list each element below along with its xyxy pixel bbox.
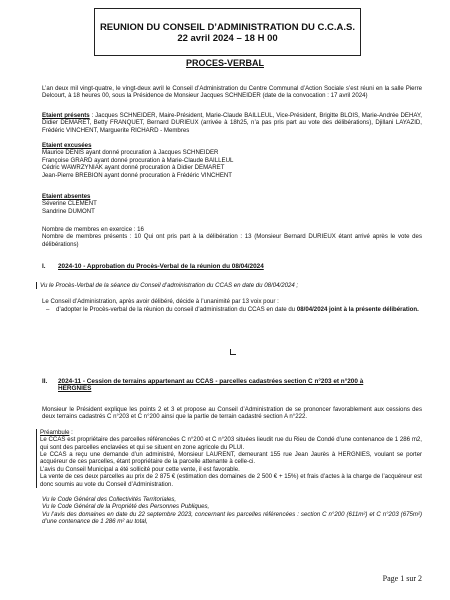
vu-line: Vu le Code Général de la Propriété des Personnes Publiques,	[42, 503, 210, 511]
section-2-intro: Monsieur le Président explique les points 2 et 3 et propose au Conseil d’Administration de se prononcer favorablement aux cessions des deux terrains cadastrés C n°203 et C n°200 ainsi que la partie de terrain cadastré section A n°222.	[42, 406, 422, 421]
section-1-number: I.	[42, 263, 46, 270]
absentes-label: Etaient absentes	[42, 193, 91, 200]
vu-line: Vu l’avis des domaines en date du 22 septembre 2023, concernant les parcelles référencées : section C n°200 (611m²) et C n°203 (675m²) d’une contenance de 1 286 m² au total,	[42, 510, 422, 526]
preambule-block: Préambule : Le CCAS est propriétaire des parcelles référencées C n°200 et C n°203 situées lieudit rue du Rieu de Condé d’une contenance de 1 286 m2, qui sont des parcelles enclavées et qui se situent en zone agricole du PLUI. Le CCAS a reçu une demande d’un administré, Monsieur LAURENT, demeurant 155 rue Jean Jaurès à HERGNIES, voulant se porter acquéreur de ces parcelles, étant propriétaire de la parcelle attenante à celle-ci. L’avis du Conseil Municipal a été sollicité pour cette vente, il est favorable. La vente de ces deux parcelles au prix de 2 875 € (estimation des domaines de 2 500 € + 15%) et frais d’actes à la charge de l’acquéreur est donc soumis au vote du Conseil d’Administration.	[36, 429, 422, 488]
excuse-line: Jean-Pierre BREBION ayant donné procuration à Frédéric VINCHENT	[42, 171, 233, 179]
meeting-date: 22 avril 2024 – 18 H 00	[177, 33, 278, 44]
intro-paragraph: L’an deux mil vingt-quatre, le vingt-deux avril le Conseil d’Administration du Centre Communal d’Action Sociale s’est réuni en la salle Pierre Delcourt, à 18 heures 00, sous la Présidence de Monsieur Jacques SCHNEIDER (date de la convocation : 17 avril 2024)	[42, 85, 422, 100]
section-1-title: 2024-10 - Approbation du Procès-Verbal de la réunion du 08/04/2024	[58, 263, 264, 270]
intro-block	[42, 85, 422, 100]
section-2-heading	[42, 378, 422, 393]
absentes-block	[42, 193, 422, 215]
preambule-label: Préambule	[40, 428, 70, 436]
corner-mark	[230, 349, 236, 355]
excuses-label: Etaient excusées	[42, 142, 92, 149]
section-1-bullet: – d’adopter le Procès-verbal de la réunion du conseil d’administration du CCAS en date du 08/04/2024 joint à la présente délibération.	[42, 306, 422, 313]
preambule-paragraph: Le CCAS a reçu une demande d’un administré, Monsieur LAURENT, demeurant 155 rue Jean Jaurès à HERGNIES, voulant se porter acquéreur de ces parcelles, étant propriétaire de la parcelle attenante à celle-ci.	[40, 451, 422, 466]
excuses-block	[42, 142, 422, 179]
excuse-line: Françoise GRARD ayant donné procuration à Marie-Claude BAILLEUL	[42, 156, 234, 164]
section-1-vu: Vu le Procès-Verbal de la séance du Conseil d’administration du CCAS en date du 08/04/2024 ;	[36, 282, 422, 289]
presents-label: Etaient présents	[42, 112, 90, 119]
count-exercice: Nombre de membres en exercice : 16	[42, 226, 144, 233]
vu-line: Vu le Code Général des Collectivités Territoriales,	[42, 496, 177, 504]
section-2-body	[42, 406, 422, 526]
counts-block	[42, 226, 422, 248]
section-1-body	[42, 282, 422, 313]
preambule-paragraph: La vente de ces deux parcelles au prix de 2 875 € (estimation des domaines de 2 500 € + 15%) et frais d’actes à la charge de l’acquéreur est donc soumis au vote du Conseil d’Administration.	[40, 473, 422, 488]
presents-block	[42, 112, 422, 134]
count-presents: Nombre de membres présents : 10 Qui ont pris part à la délibération : 13 (Monsieur Bernard DURIEUX étant arrivé après le vote des délibérations)	[42, 233, 422, 248]
section-1-heading	[42, 263, 422, 270]
section-1-decision: Le Conseil d’Administration, après avoir délibéré, décide à l’unanimité par 13 voix pour :	[42, 298, 279, 306]
section-2-number: II.	[42, 378, 48, 385]
absente-line: Sandrine DUMONT	[42, 207, 95, 215]
preambule-paragraph: Le CCAS est propriétaire des parcelles référencées C n°200 et C n°203 situées lieudit rue du Rieu de Condé d’une contenance de 1 286 m2, qui sont des parcelles enclavées et qui se situent en zone agricole du PLUI.	[40, 436, 422, 451]
header-box	[94, 8, 361, 56]
presents-text: : Jacques SCHNEIDER, Maire-Président, Marie-Claude BAILLEUL, Vice-Président, Brigitte BLOIS, Marie-Andrée DEHAY, Didier DEMARET, Betty FRANQUET, Bernard DURIEUX (arrivée à 18h25, n’a pas pris part au vote des délibérations), Djillani LAYAZID, Frédéric VINCHENT, Marguerite RICHARD - Membres	[42, 112, 422, 134]
section-2-title: 2024-11 - Cession de terrains appartenant au CCAS - parcelles cadastrées section C n°203 et n°200 à HERGNIES	[58, 378, 364, 393]
excuse-line: Maurice DENIS ayant donné procuration à Jacques SCHNEIDER	[42, 149, 219, 157]
absente-line: Séverine CLEMENT	[42, 200, 97, 208]
pv-title: PROCES-VERBAL	[185, 58, 264, 68]
meeting-title: REUNION DU CONSEIL D’ADMINISTRATION DU C.C.A.S.	[99, 22, 356, 33]
page-number: Page 1 sur 2	[382, 574, 422, 583]
preambule-paragraph: L’avis du Conseil Municipal a été sollicité pour cette vente, il est favorable.	[40, 465, 240, 473]
excuse-line: Cédric WAWRZYNIAK ayant donné procuration à Didier DEMARET	[42, 164, 225, 172]
